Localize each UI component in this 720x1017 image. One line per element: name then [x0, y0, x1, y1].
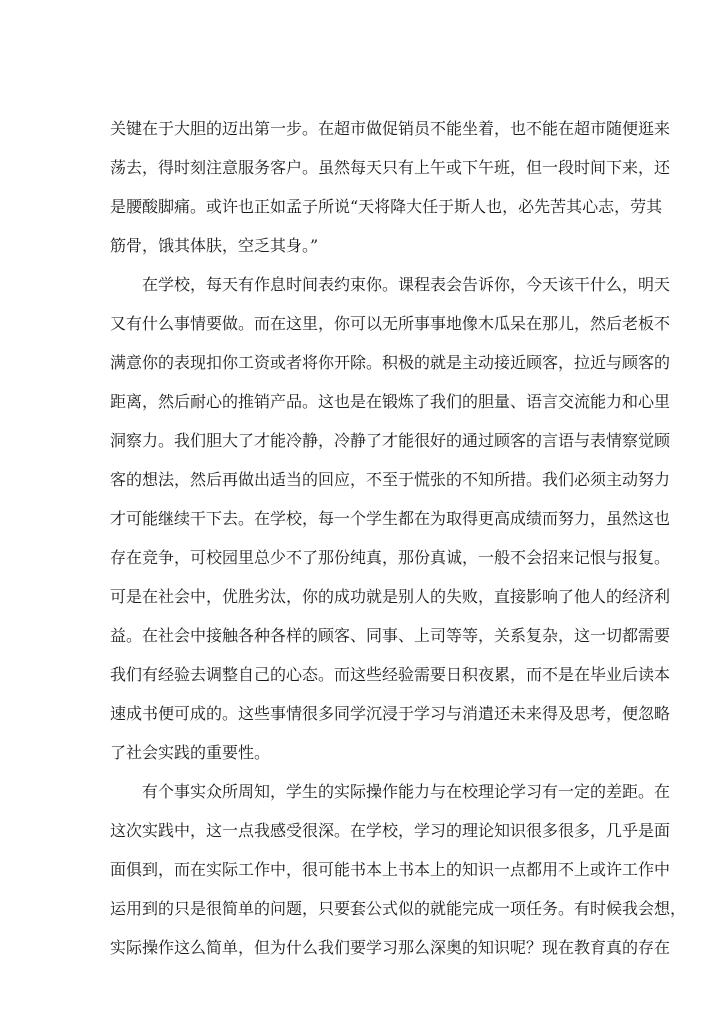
paragraph-3 [110, 772, 687, 967]
text-line: 又有什么事情要做。而在这里，你可以无所事事地像木瓜呆在那儿，然后老板不 [110, 314, 671, 333]
text-line: 洞察力。我们胆大了才能冷静，冷静了才能很好的通过顾客的言语与表情察觉顾 [110, 431, 671, 450]
text-line: 这次实践中，这一点我感受很深。在学校，学习的理论知识很多很多，几乎是面 [110, 821, 671, 840]
text-line: 益。在社会中接触各种各样的顾客、同事、上司等等，关系复杂，这一切都需要 [110, 626, 671, 645]
text-line: 荡去，得时刻注意服务客户。虽然每天只有上午或下午班，但一段时间下来，还 [110, 158, 671, 177]
text-line: 满意你的表现扣你工资或者将你开除。积极的就是主动接近顾客，拉近与顾客的 [110, 353, 671, 372]
text-line: 我们有经验去调整自己的心态。而这些经验需要日积夜累，而不是在毕业后读本 [110, 665, 671, 684]
paragraph-1 [110, 109, 671, 265]
text-line: 实际操作这么简单，但为什么我们要学习那么深奥的知识呢？现在教育真的存在 [110, 938, 671, 957]
text-line: 存在竞争，可校园里总少不了那份纯真，那份真诚，一般不会招来记恨与报复。 [110, 548, 671, 567]
text-line: 筋骨，饿其体肤，空乏其身。” [110, 236, 319, 255]
text-line: 才可能继续干下去。在学校，每一个学生都在为取得更高成绩而努力，虽然这也 [110, 509, 671, 528]
text-line: 了社会实践的重要性。 [110, 743, 271, 762]
text-line: 距离，然后耐心的推销产品。这也是在锻炼了我们的胆量、语言交流能力和心里 [110, 392, 671, 411]
document-page [110, 109, 687, 967]
text-line: 运用到的只是很简单的问题，只要套公式似的就能完成一项任务。有时候我会想， [110, 899, 687, 918]
text-line: 在学校，每天有作息时间表约束你。课程表会告诉你，今天该干什么，明天 [142, 275, 671, 294]
text-line: 关键在于大胆的迈出第一步。在超市做促销员不能坐着，也不能在超市随便逛来 [110, 119, 671, 138]
text-line: 是腰酸脚痛。或许也正如孟子所说“天将降大任于斯人也，必先苦其心志，劳其 [110, 197, 663, 216]
text-line: 速成书便可成的。这些事情很多同学沉浸于学习与消遣还未来得及思考，便忽略 [110, 704, 671, 723]
text-line: 面俱到，而在实际工作中，很可能书本上书本上的知识一点都用不上或许工作中 [110, 860, 671, 879]
text-line: 客的想法，然后再做出适当的回应，不至于慌张的不知所措。我们必须主动努力 [110, 470, 671, 489]
text-line: 可是在社会中，优胜劣汰，你的成功就是别人的失败，直接影响了他人的经济利 [110, 587, 671, 606]
paragraph-2 [110, 265, 671, 772]
text-line: 有个事实众所周知，学生的实际操作能力与在校理论学习有一定的差距。在 [142, 782, 671, 801]
